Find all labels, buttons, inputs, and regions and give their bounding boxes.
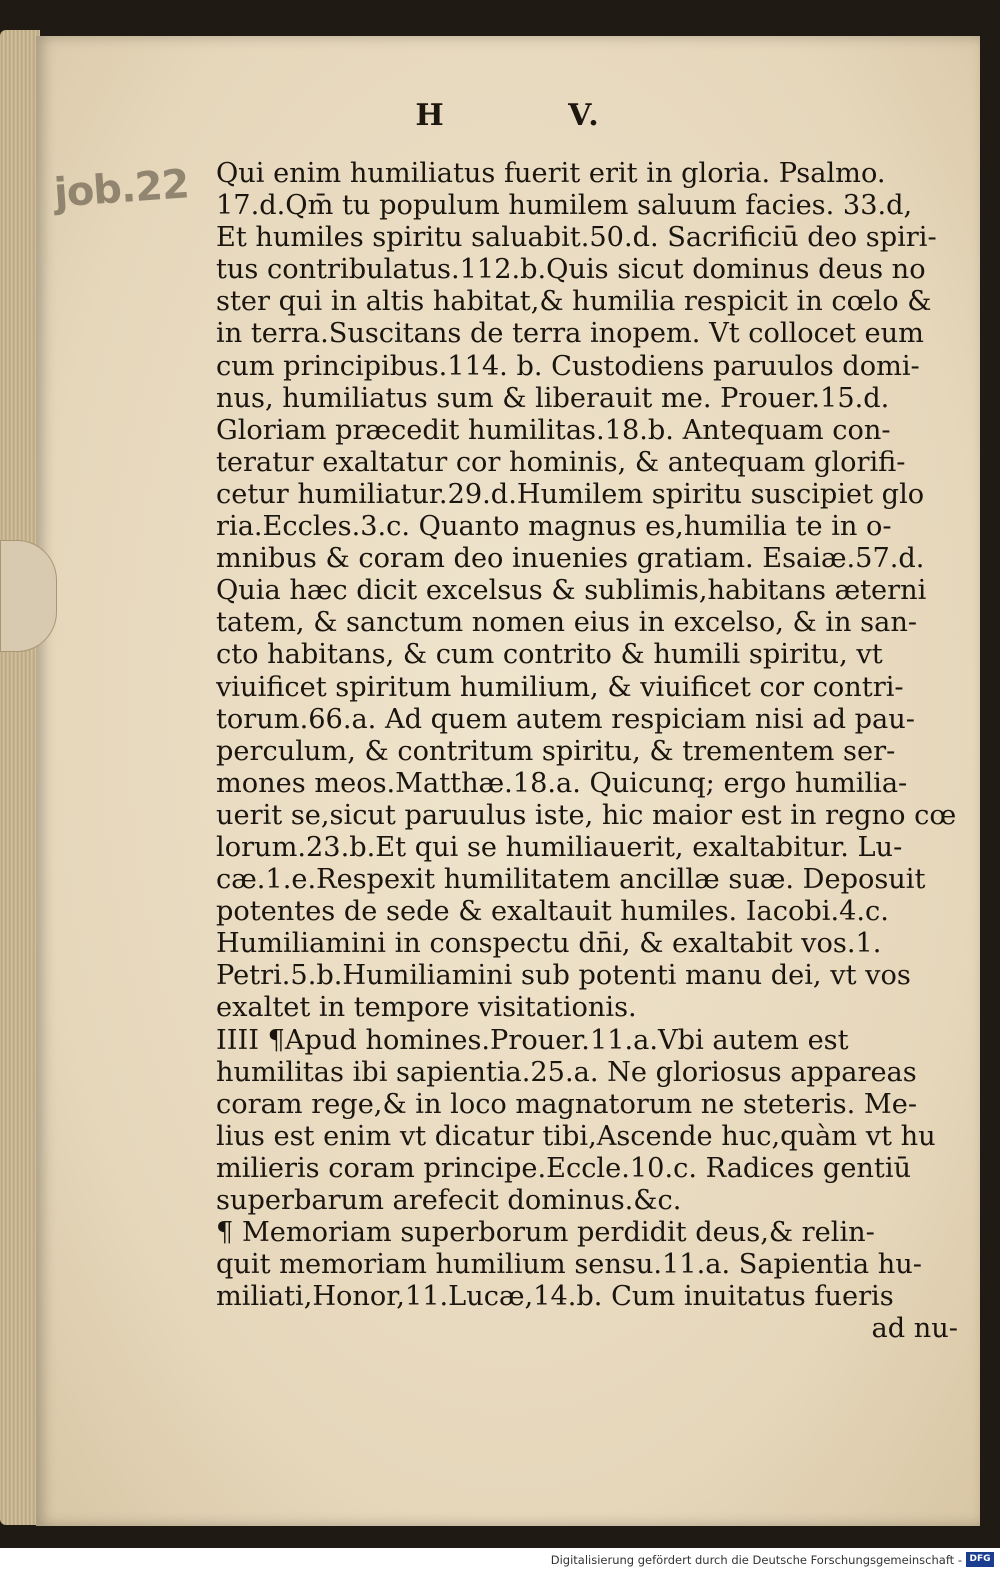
text-line: Petri.5.b.Humiliamini sub potenti manu dei, vt vos: [216, 960, 911, 992]
book-page: [36, 36, 980, 1526]
text-line: torum.66.a. Ad quem autem respiciam nisi ad pau-: [216, 703, 915, 735]
text-line: nus, humiliatus sum & liberauit me. Prouer.15.d.: [216, 382, 890, 414]
text-line: cæ.1.e.Respexit humilitatem ancillæ suæ. Deposuit: [216, 864, 926, 896]
text-line: Humiliamini in conspectu dn̄i, & exaltabit vos.1.: [216, 928, 882, 960]
text-line: ster qui in altis habitat,& humilia respicit in cœlo &: [216, 286, 932, 318]
text-line: humilitas ibi sapientia.25.a. Ne gloriosus appareas: [216, 1056, 917, 1088]
text-line: cum principibus.114. b. Custodiens paruulos domi-: [216, 350, 920, 382]
text-line: 17.d.Qm̄ tu populum humilem saluum facies. 33.d,: [216, 190, 913, 222]
book-page-edges: [0, 30, 40, 1525]
text-line: lius est enim vt dicatur tibi,Ascende huc,quàm vt hu: [216, 1120, 936, 1152]
text-line: quit memoriam humilium sensu.11.a. Sapientia hu-: [216, 1249, 922, 1281]
text-line: IIII ¶Apud homines.Prouer.11.a.Vbi autem est: [216, 1024, 849, 1056]
book-clasp: [0, 540, 57, 652]
text-line: ria.Eccles.3.c. Quanto magnus es,humilia te in o-: [216, 511, 892, 543]
text-line: mnibus & coram deo inuenies gratiam. Esaiæ.57.d.: [216, 543, 925, 575]
text-line: Quia hæc dicit excelsus & sublimis,habitans æterni: [216, 575, 927, 607]
text-line: mones meos.Matthæ.18.a. Quicunq; ergo humilia-: [216, 767, 908, 799]
running-head: [36, 98, 980, 133]
text-line: lorum.23.b.Et qui se humiliauerit, exaltabitur. Lu-: [216, 831, 903, 863]
text-line: milieris coram principe.Eccle.10.c. Radices gentiū: [216, 1152, 912, 1184]
text-line: superbarum arefecit dominus.&c.: [216, 1185, 682, 1216]
text-line: coram rege,& in loco magnatorum ne steteris. Me-: [216, 1088, 918, 1120]
text-line: ¶ Memoriam superborum perdidit deus,& relin-: [216, 1217, 875, 1249]
footer-credit: Digitalisierung gefördert durch die Deutsche Forschungsgemeinschaft -: [550, 1553, 962, 1567]
text-line: tatem, & sanctum nomen eius in excelso, & in san-: [216, 607, 918, 639]
text-line: Qui enim humiliatus fuerit erit in gloria. Psalmo.: [216, 158, 886, 189]
text-line: cto habitans, & cum contrito & humili spiritu, vt: [216, 639, 883, 671]
running-head-left: H: [415, 98, 446, 133]
text-line: Et humiles spiritu saluabit.50.d. Sacrificiū deo spiri-: [216, 222, 937, 254]
text-line: Gloriam præcedit humilitas.18.b. Antequam con-: [216, 414, 891, 446]
dfg-logo: DFG: [966, 1552, 994, 1567]
text-line: exaltet in tempore visitationis.: [216, 992, 637, 1024]
text-line: cetur humiliatur.29.d.Humilem spiritu suscipiet glo: [216, 478, 925, 510]
footer-bar: [0, 1548, 1000, 1573]
margin-annotation: job.22: [52, 161, 191, 217]
body-text: [216, 158, 958, 1345]
text-line: potentes de sede & exaltauit humiles. Iacobi.4.c.: [216, 896, 889, 928]
catchword: ad nu-: [871, 1313, 958, 1345]
text-line: uerit se,sicut paruulus iste, hic maior est in regno cœ: [216, 799, 957, 831]
text-line: teratur exaltatur cor hominis, & antequam glorifi-: [216, 446, 906, 478]
text-line: perculum, & contritum spiritu, & trementem ser-: [216, 735, 896, 767]
text-line: viuificet spiritum humilium, & viuificet cor contri-: [216, 671, 904, 703]
text-line: in terra.Suscitans de terra inopem. Vt collocet eum: [216, 318, 924, 350]
text-line: miliati,Honor,11.Lucæ,14.b. Cum inuitatus fueris: [216, 1281, 894, 1313]
text-line: tus contribulatus.112.b.Quis sicut dominus deus no: [216, 254, 926, 286]
running-head-right: V.: [568, 98, 601, 133]
